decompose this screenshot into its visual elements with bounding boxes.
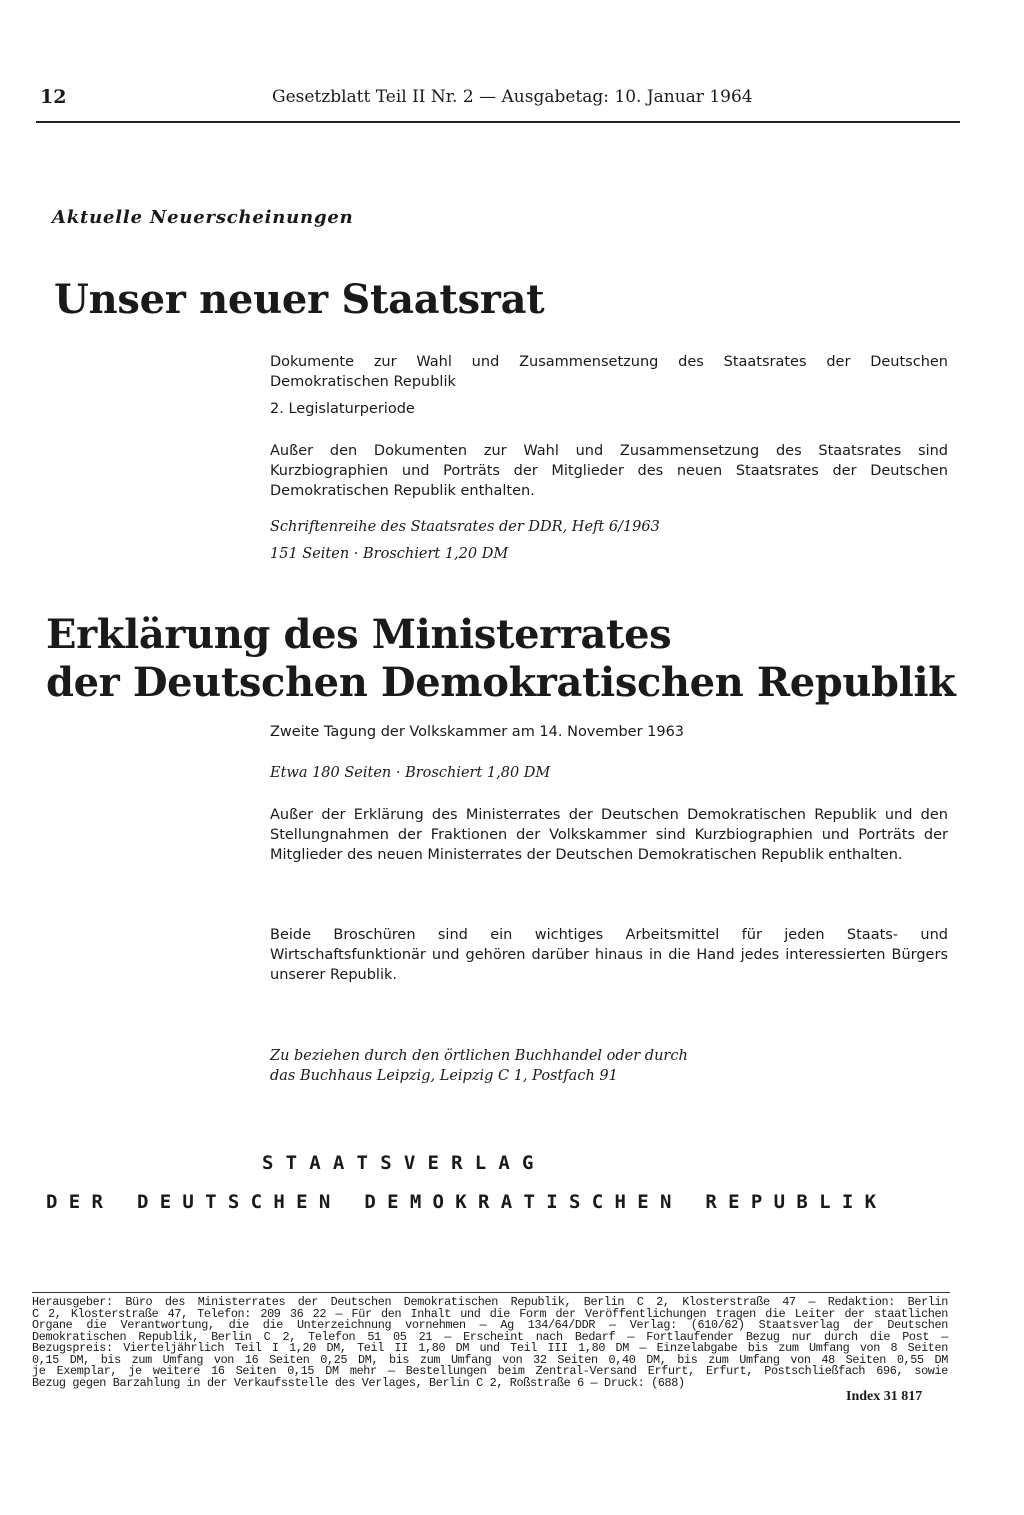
imprint-line: 0,15 DM, bis zum Umfang von 16 Seiten 0,25 DM, bis zum Umfang von 32 Seiten 0,40 DM, bis zum Umfang von 48 Seiten 0,55 DM: [32, 1352, 948, 1367]
book2-description: Außer der Erklärung des Ministerrates der Deutschen Demokratischen Republik und den Stellungnahmen der Fraktionen der Volkskammer sind Kurzbiographien und Porträts der Mitglieder des neuen Ministerrates der Deutschen Demokratischen Republik enthalten.: [270, 807, 948, 863]
book1-subtitle: Dokumente zur Wahl und Zusammensetzung des Staatsrates der Deutschen Demokratischen Republik: [270, 354, 948, 390]
book2-title-line1: Erklärung des Ministerrates: [46, 611, 672, 658]
book2-title: [46, 611, 955, 707]
imprint: [32, 1297, 948, 1389]
book1-specs: 151 Seiten · Broschiert 1,20 DM: [270, 546, 509, 562]
publisher-line1: STAATSVERLAG: [262, 1152, 546, 1174]
section-kicker: Aktuelle Neuerscheinungen: [52, 207, 354, 228]
header-rule: [36, 121, 960, 123]
ordering-line2: das Buchhaus Leipzig, Leipzig C 1, Postfach 91: [270, 1068, 618, 1084]
book2-title-line2: der Deutschen Demokratischen Republik: [46, 659, 956, 706]
index-number: Index 31 817: [846, 1389, 923, 1404]
imprint-line: C 2, Klosterstraße 47, Telefon: 209 36 22 — Für den Inhalt und die Form der Veröffentlichungen tragen die Leiter der staatlichen: [32, 1306, 948, 1321]
publisher-line2: DER DEUTSCHEN DEMOKRATISCHEN REPUBLIK: [46, 1191, 888, 1213]
book1-series: Schriftenreihe des Staatsrates der DDR, Heft 6/1963: [270, 519, 660, 535]
usage-note: Beide Broschüren sind ein wichtiges Arbeitsmittel für jeden Staats- und Wirtschaftsfunktionär und gehören darüber hinaus in die Hand jedes interessierten Bürgers unserer Republik.: [270, 927, 948, 983]
imprint-line: Bezug gegen Barzahlung in der Verkaufsstelle des Verlages, Berlin C 2, Roßstraße 6 — Druck: (688): [32, 1375, 685, 1390]
book2-subtitle: Zweite Tagung der Volkskammer am 14. November 1963: [270, 724, 685, 740]
page-number: 12: [40, 86, 67, 108]
imprint-line: je Exemplar, je weitere 16 Seiten 0,15 DM mehr — Bestellungen beim Zentral-Versand Erfurt, Erfurt, Postschließfach 696, sowie: [32, 1364, 948, 1378]
imprint-line: Bezugspreis: Vierteljährlich Teil I 1,20 DM, Teil II 1,80 DM und Teil III 1,80 DM — Einzelabgabe bis zum Umfang von 8 Seiten: [32, 1341, 948, 1355]
ordering-line1: Zu beziehen durch den örtlichen Buchhandel oder durch: [270, 1048, 688, 1064]
imprint-line: Organe die Verantwortung, die die Unterzeichnung vornehmen — Ag 134/64/DDR — Verlag: (610/62) Staatsverlag der Deutschen: [32, 1318, 948, 1332]
imprint-line: Demokratischen Republik, Berlin C 2, Telefon 51 05 21 — Erscheint nach Bedarf — Fortlaufender Bezug nur durch die Post —: [32, 1329, 948, 1344]
book1-title: Unser neuer Staatsrat: [54, 276, 545, 323]
running-head: Gesetzblatt Teil II Nr. 2 — Ausgabetag: 10. Januar 1964: [272, 87, 753, 107]
book1-period: 2. Legislaturperiode: [270, 401, 415, 417]
book1-description: Außer den Dokumenten zur Wahl und Zusammensetzung des Staatsrates sind Kurzbiographien und Porträts der Mitglieder des neuen Staatsrates der Deutschen Demokratischen Republik enthalten.: [270, 443, 948, 499]
footer-rule: [32, 1292, 950, 1293]
imprint-line: Herausgeber: Büro des Ministerrates der Deutschen Demokratischen Republik, Berlin C 2, Klosterstraße 47 — Redaktion: Berlin: [32, 1295, 948, 1309]
book2-specs: Etwa 180 Seiten · Broschiert 1,80 DM: [270, 765, 551, 781]
